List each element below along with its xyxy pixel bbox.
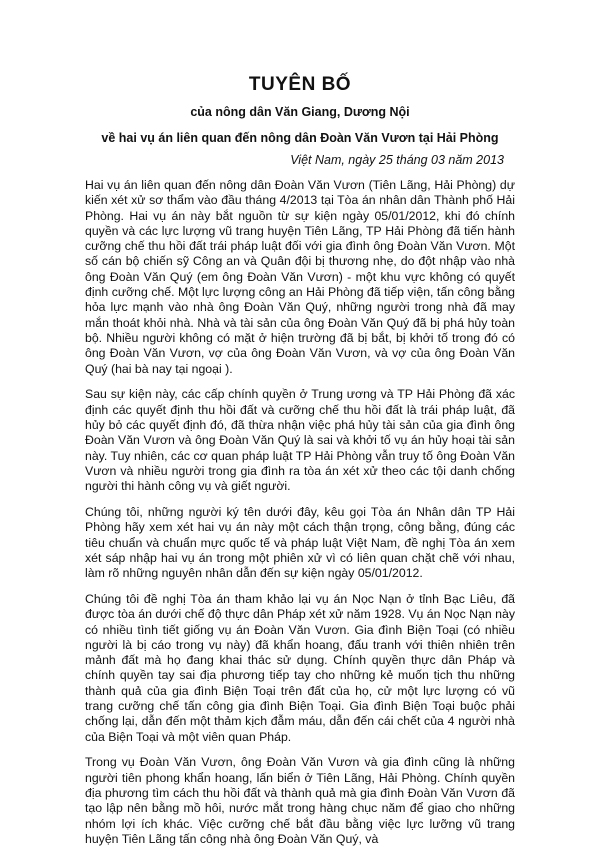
paragraph-5: Trong vụ Đoàn Văn Vươn, ông Đoàn Văn Vươn và gia đình cũng là những người tiên phong khẩn hoang, lấn biển ở Tiên Lãng, Hải Phòng. Chính quyền địa phương tìm cách thu hồi đất và thành quả mà gia đình Đoàn Văn Vươn đã tạo lập nên bằng mồ hôi, nước mắt trong hàng chục năm để giao cho những nhóm lợi ích khác. Việc cưỡng chế bắt đầu bằng việc lực lưỡng vũ trang huyện Tiên Lãng tấn công nhà ông Đoàn Văn Quý, và [85, 755, 515, 846]
paragraph-4: Chúng tôi đề nghị Tòa án tham khảo lại vụ án Nọc Nạn ở tỉnh Bạc Liêu, đã được tòa án dưới chế độ thực dân Pháp xét xử năm 1928. Vụ án Nọc Nạn này có nhiều tình tiết giống vụ án Đoàn Văn Vươn. Gia đình Biện Toại (có nhiều người là bị cáo trong vụ này) đã khẩn hoang, đấu tranh với thiên nhiên trên mảnh đất mà họ đang khai thác sử dụng. Chính quyền thực dân Pháp và chính quyền tay sai địa phương tiếp tay cho những kẻ muốn tịch thu những thành quả của gia đình Biện Toại trên đất của họ, cử một lực lượng có vũ trang cưỡng chế tấn công gia đình Biện Toại. Gia đình Biện Toại buộc phải chống lại, dẫn đến một thảm kịch đẫm máu, dẫn đến cái chết của 4 người nhà của Biện Toại và một viên quan Pháp. [85, 591, 515, 744]
document-subtitle-1: của nông dân Văn Giang, Dương Nội [190, 105, 410, 119]
paragraph-2: Sau sự kiện này, các cấp chính quyền ở Trung ương và TP Hải Phòng đã xác định các quyết định thu hồi đất và cưỡng chế thu hồi đất là trái pháp luật, đã hủy bỏ các quyết định đó, đã thừa nhận việc phá hủy tài sản của gia đình ông Đoàn Văn Vươn và ông Đoàn Văn Quý là sai và khởi tố vụ án hủy hoại tài sản này. Tuy nhiên, các cơ quan pháp luật TP Hải Phòng vẫn truy tố ông Đoàn Văn Vươn và nhiều người trong gia đình ra tòa án xét xử theo các tội danh chống người thi hành công vụ và giết người. [85, 387, 515, 494]
document-subtitle-2: về hai vụ án liên quan đến nông dân Đoàn Văn Vươn tại Hải Phòng [101, 131, 499, 145]
document-title: TUYÊN BỐ [248, 74, 352, 95]
paragraph-3: Chúng tôi, những người ký tên dưới đây, kêu gọi Tòa án Nhân dân TP Hải Phòng hãy xem xét hai vụ án này một cách thận trọng, công bằng, đúng các tiêu chuẩn và chuẩn mực quốc tế và pháp luật Việt Nam, đề nghị Tòa án xem xét sáp nhập hai vụ án trong một phiên xử vì có liên quan chặt chẽ với nhau, làm rõ những nguyên nhân dẫn đến sự kiện ngày 05/01/2012. [85, 504, 515, 581]
paragraph-1: Hai vụ án liên quan đến nông dân Đoàn Văn Vươn (Tiên Lãng, Hải Phòng) dự kiến xét xử sơ thẩm vào đầu tháng 4/2013 tại Tòa án nhân dân Thành phố Hải Phòng. Hai vụ án này bắt nguồn từ sự kiện ngày 05/01/2012, khi đó chính quyền và các lực lượng vũ trang huyện Tiên Lãng, TP Hải Phòng đã tiến hành cưỡng chế thu hồi đất trái pháp luật đối với gia đình ông Đoàn Văn Vươn. Một số cán bộ chiến sỹ Công an và Quân đội bị thương nhẹ, do đột nhập vào nhà ông Đoàn Văn Quý (em ông Đoàn Văn Vươn) - một khu vực không có quyết định cưỡng chế. Một lực lượng công an Hải Phòng đã tiếp viện, tấn công bằng hỏa lực mạnh vào nhà ông Đoàn Văn Quý, những người trong nhà đã may mắn thoát khỏi nhà. Nhà và tài sản của ông Đoàn Văn Quý đã bị phá hủy toàn bộ. Nhiều người không có mặt ở hiện trường đã bị bắt, bị khởi tố trong đó có ông Đoàn Văn Vươn, vợ của ông Đoàn Văn Vươn, và vợ của ông Đoàn Văn Quý (hai bà nay tại ngoại ). [85, 178, 515, 376]
document-date: Việt Nam, ngày 25 tháng 03 năm 2013 [290, 153, 504, 167]
document-body [85, 178, 515, 858]
